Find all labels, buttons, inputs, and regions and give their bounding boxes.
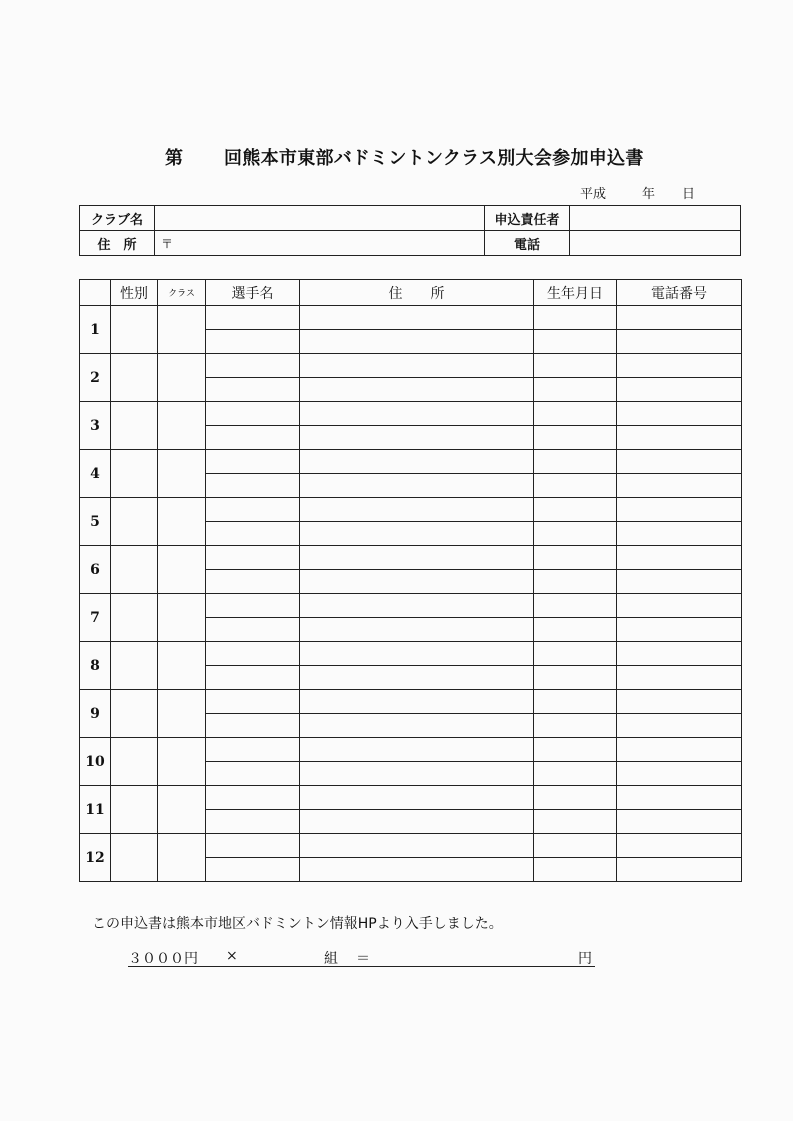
table-row <box>80 402 742 426</box>
times-sign: × <box>226 948 238 964</box>
gender-cell[interactable] <box>111 546 158 594</box>
yen-label: 円 <box>578 951 592 967</box>
address-cell[interactable] <box>300 666 534 690</box>
entry-number: 5 <box>80 498 111 546</box>
player-name-cell[interactable] <box>206 546 300 570</box>
address-cell[interactable] <box>300 738 534 762</box>
entry-number: 9 <box>80 690 111 738</box>
player-name-cell[interactable] <box>206 402 300 426</box>
player-name-cell[interactable] <box>206 690 300 714</box>
class-cell[interactable] <box>158 786 206 834</box>
phone-cell[interactable] <box>617 306 742 330</box>
col-header-birthdate: 生年月日 <box>534 280 617 306</box>
entry-number: 10 <box>80 738 111 786</box>
birthdate-cell[interactable] <box>534 378 617 402</box>
gender-cell[interactable] <box>111 690 158 738</box>
address-cell[interactable] <box>300 474 534 498</box>
date-era: 平成 <box>580 187 607 202</box>
phone-label: 電話 <box>485 231 570 256</box>
gender-cell[interactable] <box>111 594 158 642</box>
gender-cell[interactable] <box>111 738 158 786</box>
entry-number: 8 <box>80 642 111 690</box>
gender-cell[interactable] <box>111 402 158 450</box>
table-row <box>80 738 742 762</box>
class-cell[interactable] <box>158 402 206 450</box>
class-cell[interactable] <box>158 738 206 786</box>
table-row <box>80 450 742 474</box>
gender-cell[interactable] <box>111 786 158 834</box>
birthdate-cell[interactable] <box>534 402 617 426</box>
table-row <box>80 306 742 330</box>
address-cell[interactable] <box>300 330 534 354</box>
player-name-cell[interactable] <box>206 786 300 810</box>
birthdate-cell[interactable] <box>534 738 617 762</box>
form-title <box>0 141 793 171</box>
birthdate-cell[interactable] <box>534 642 617 666</box>
phone-cell[interactable] <box>617 786 742 810</box>
player-name-cell[interactable] <box>206 618 300 642</box>
source-note: この申込書は熊本市地区バドミントン情報HPより入手しました。 <box>92 916 503 932</box>
phone-cell[interactable] <box>617 834 742 858</box>
address-cell[interactable] <box>300 450 534 474</box>
phone-cell[interactable] <box>617 642 742 666</box>
entry-number: 3 <box>80 402 111 450</box>
entry-number: 2 <box>80 354 111 402</box>
phone-cell[interactable] <box>617 426 742 450</box>
table-row <box>80 354 742 378</box>
col-header-gender: 性別 <box>111 280 158 306</box>
entry-number: 12 <box>80 834 111 882</box>
player-name-cell[interactable] <box>206 810 300 834</box>
phone-field[interactable] <box>570 231 741 256</box>
phone-cell[interactable] <box>617 810 742 834</box>
player-name-cell[interactable] <box>206 450 300 474</box>
address-cell[interactable] <box>300 858 534 882</box>
address-cell[interactable] <box>300 786 534 810</box>
phone-cell[interactable] <box>617 354 742 378</box>
gender-cell[interactable] <box>111 834 158 882</box>
address-cell[interactable] <box>300 618 534 642</box>
player-name-cell[interactable] <box>206 378 300 402</box>
phone-cell[interactable] <box>617 570 742 594</box>
player-name-cell[interactable] <box>206 306 300 330</box>
address-label: 住 所 <box>80 231 155 256</box>
birthdate-cell[interactable] <box>534 474 617 498</box>
phone-cell[interactable] <box>617 474 742 498</box>
birthdate-cell[interactable] <box>534 834 617 858</box>
player-name-cell[interactable] <box>206 498 300 522</box>
birthdate-cell[interactable] <box>534 858 617 882</box>
phone-cell[interactable] <box>617 450 742 474</box>
player-name-cell[interactable] <box>206 330 300 354</box>
phone-cell[interactable] <box>617 498 742 522</box>
phone-cell[interactable] <box>617 738 742 762</box>
gender-cell[interactable] <box>111 306 158 354</box>
class-cell[interactable] <box>158 690 206 738</box>
player-name-cell[interactable] <box>206 762 300 786</box>
phone-cell[interactable] <box>617 546 742 570</box>
col-header-address: 住 所 <box>300 280 534 306</box>
birthdate-cell[interactable] <box>534 618 617 642</box>
player-name-cell[interactable] <box>206 714 300 738</box>
birthdate-cell[interactable] <box>534 450 617 474</box>
address-cell[interactable] <box>300 402 534 426</box>
player-name-cell[interactable] <box>206 738 300 762</box>
player-name-cell[interactable] <box>206 570 300 594</box>
address-cell[interactable] <box>300 762 534 786</box>
birthdate-cell[interactable] <box>534 810 617 834</box>
fee-calculation <box>128 946 598 968</box>
fee-amount: ３０００円 <box>128 951 198 967</box>
class-cell[interactable] <box>158 354 206 402</box>
address-field[interactable] <box>155 231 485 256</box>
address-cell[interactable] <box>300 522 534 546</box>
table-row <box>80 690 742 714</box>
birthdate-cell[interactable] <box>534 306 617 330</box>
col-header-phone: 電話番号 <box>617 280 742 306</box>
player-name-cell[interactable] <box>206 666 300 690</box>
entry-number: 4 <box>80 450 111 498</box>
entry-number: 11 <box>80 786 111 834</box>
birthdate-cell[interactable] <box>534 522 617 546</box>
birthdate-cell[interactable] <box>534 546 617 570</box>
gender-cell[interactable] <box>111 450 158 498</box>
entry-number: 7 <box>80 594 111 642</box>
player-name-cell[interactable] <box>206 522 300 546</box>
player-name-cell[interactable] <box>206 642 300 666</box>
equals-sign: ＝ <box>356 951 370 967</box>
player-name-cell[interactable] <box>206 354 300 378</box>
class-cell[interactable] <box>158 546 206 594</box>
class-cell[interactable] <box>158 498 206 546</box>
birthdate-cell[interactable] <box>534 666 617 690</box>
address-cell[interactable] <box>300 306 534 330</box>
birthdate-cell[interactable] <box>534 594 617 618</box>
table-row <box>80 786 742 810</box>
address-cell[interactable] <box>300 354 534 378</box>
phone-cell[interactable] <box>617 762 742 786</box>
club-name-label: クラブ名 <box>80 206 155 231</box>
entry-number: 6 <box>80 546 111 594</box>
birthdate-cell[interactable] <box>534 570 617 594</box>
address-cell[interactable] <box>300 810 534 834</box>
birthdate-cell[interactable] <box>534 330 617 354</box>
applicant-field[interactable] <box>570 206 741 231</box>
col-header-player-name: 選手名 <box>206 280 300 306</box>
phone-cell[interactable] <box>617 402 742 426</box>
address-cell[interactable] <box>300 594 534 618</box>
phone-cell[interactable] <box>617 594 742 618</box>
date-year: 年 <box>642 187 656 202</box>
title-text: 回熊本市東部バドミントンクラス別大会参加申込書 <box>224 148 644 169</box>
phone-cell[interactable] <box>617 714 742 738</box>
address-cell[interactable] <box>300 714 534 738</box>
col-header-class: クラス <box>158 280 206 306</box>
birthdate-cell[interactable] <box>534 714 617 738</box>
player-name-cell[interactable] <box>206 594 300 618</box>
address-cell[interactable] <box>300 378 534 402</box>
address-cell[interactable] <box>300 690 534 714</box>
phone-cell[interactable] <box>617 522 742 546</box>
player-name-cell[interactable] <box>206 834 300 858</box>
player-name-cell[interactable] <box>206 858 300 882</box>
groups-label: 組 <box>324 951 338 967</box>
club-info-table <box>79 205 741 256</box>
player-table <box>79 279 742 882</box>
table-row <box>80 834 742 858</box>
gender-cell[interactable] <box>111 642 158 690</box>
fee-underline <box>128 966 595 967</box>
birthdate-cell[interactable] <box>534 354 617 378</box>
applicant-label: 申込責任者 <box>485 206 570 231</box>
club-name-field[interactable] <box>155 206 485 231</box>
phone-cell[interactable] <box>617 858 742 882</box>
table-header-row <box>80 280 742 306</box>
birthdate-cell[interactable] <box>534 498 617 522</box>
birthdate-cell[interactable] <box>534 426 617 450</box>
player-name-cell[interactable] <box>206 474 300 498</box>
table-row <box>80 594 742 618</box>
address-cell[interactable] <box>300 498 534 522</box>
phone-cell[interactable] <box>617 330 742 354</box>
address-cell[interactable] <box>300 834 534 858</box>
title-prefix: 第 <box>165 148 183 169</box>
gender-cell[interactable] <box>111 354 158 402</box>
phone-cell[interactable] <box>617 618 742 642</box>
table-row <box>80 498 742 522</box>
class-cell[interactable] <box>158 642 206 690</box>
phone-cell[interactable] <box>617 378 742 402</box>
class-cell[interactable] <box>158 594 206 642</box>
address-cell[interactable] <box>300 642 534 666</box>
birthdate-cell[interactable] <box>534 690 617 714</box>
postal-mark: 〒 <box>161 236 174 251</box>
class-cell[interactable] <box>158 834 206 882</box>
address-cell[interactable] <box>300 546 534 570</box>
phone-cell[interactable] <box>617 666 742 690</box>
player-name-cell[interactable] <box>206 426 300 450</box>
class-cell[interactable] <box>158 306 206 354</box>
entry-number: 1 <box>80 306 111 354</box>
col-header-number <box>80 280 111 306</box>
gender-cell[interactable] <box>111 498 158 546</box>
birthdate-cell[interactable] <box>534 762 617 786</box>
phone-cell[interactable] <box>617 690 742 714</box>
birthdate-cell[interactable] <box>534 786 617 810</box>
address-cell[interactable] <box>300 426 534 450</box>
class-cell[interactable] <box>158 450 206 498</box>
table-row <box>80 642 742 666</box>
date-day: 日 <box>682 187 696 202</box>
table-row <box>80 546 742 570</box>
address-cell[interactable] <box>300 570 534 594</box>
